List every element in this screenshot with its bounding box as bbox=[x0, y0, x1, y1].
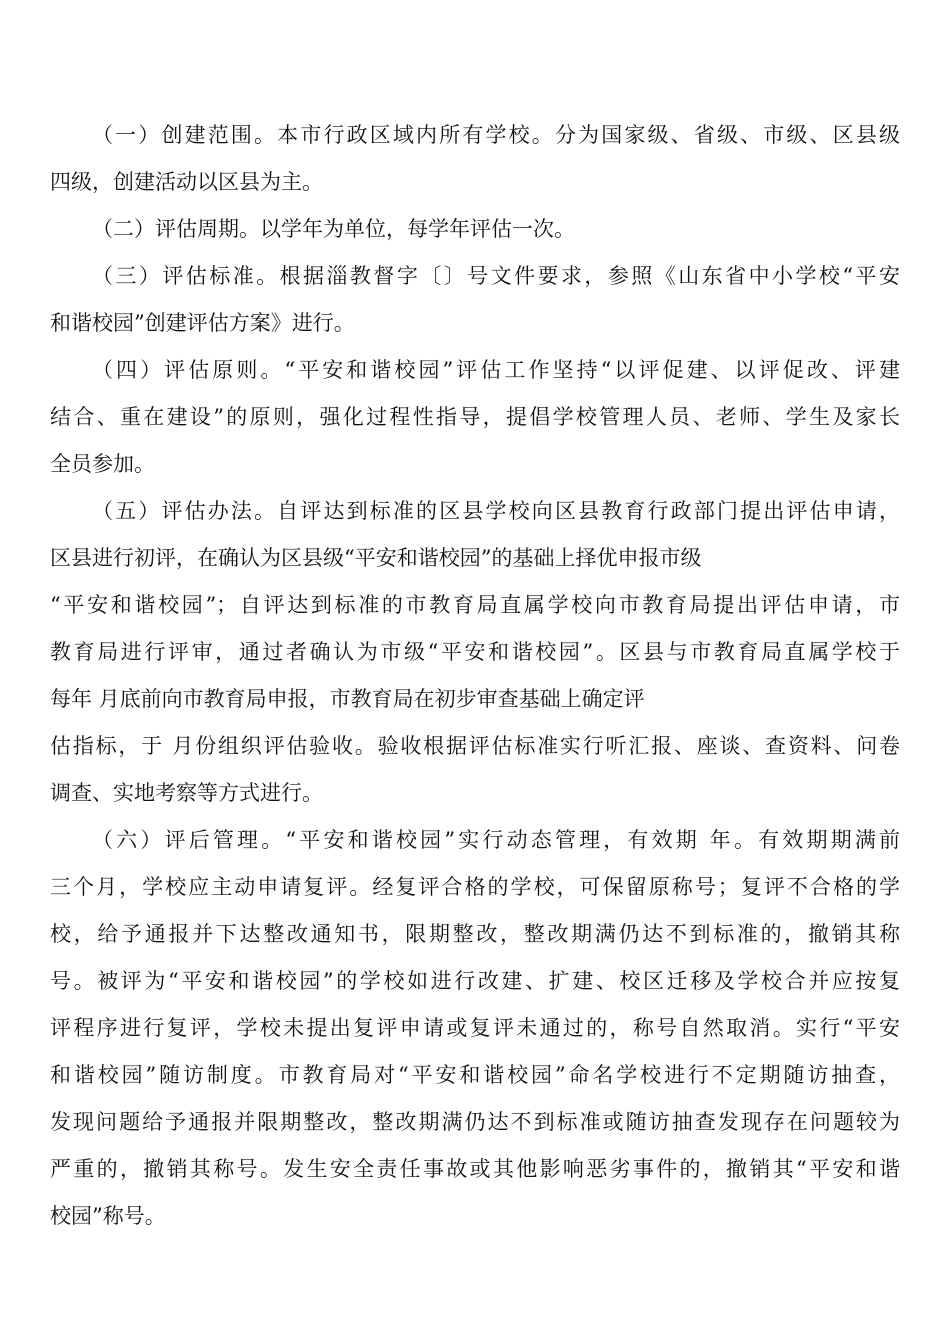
text-line: 调查、实地考察等方式进行。 bbox=[50, 781, 323, 805]
text-line: 校，给予通报并下达整改通知书，限期整改，整改期满仍达不到标准的，撤销其称 bbox=[50, 922, 900, 946]
text-line: （五）评估办法。自评达到标准的区县学校向区县教育行政部门提出评估申请， bbox=[92, 499, 900, 523]
text-line: 和谐校园”创建评估方案》进行。 bbox=[50, 311, 355, 335]
text-line: “平安和谐校园”；自评达到标准的市教育局直属学校向市教育局提出评估申请，市 bbox=[50, 593, 900, 617]
text-line: （四）评估原则。“平安和谐校园”评估工作坚持“以评促建、以评促改、评建 bbox=[92, 358, 900, 382]
text-line: 区县进行初评，在确认为区县级“平安和谐校园”的基础上择优申报市级 bbox=[50, 546, 702, 570]
text-line: 发现问题给予通报并限期整改，整改期满仍达不到标准或随访抽查发现存在问题较为 bbox=[50, 1110, 900, 1134]
text-line: （六）评后管理。“平安和谐校园”实行动态管理，有效期 年。有效期期满前 bbox=[92, 828, 900, 852]
text-line: 教育局进行评审，通过者确认为市级“平安和谐校园”。区县与市教育局直属学校于 bbox=[50, 640, 900, 664]
text-line: （一）创建范围。本市行政区域内所有学校。分为国家级、省级、市级、区县级 bbox=[92, 123, 900, 147]
text-line: 估指标，于 月份组织评估验收。验收根据评估标准实行听汇报、座谈、查资料、问卷 bbox=[50, 734, 900, 758]
text-line: 全员参加。 bbox=[50, 452, 155, 476]
text-line: （三）评估标准。根据淄教督字〔〕号文件要求，参照《山东省中小学校“平安 bbox=[92, 264, 900, 288]
text-line: （二）评估周期。以学年为单位，每学年评估一次。 bbox=[92, 217, 575, 241]
text-line: 四级，创建活动以区县为主。 bbox=[50, 170, 323, 194]
text-line: 严重的，撤销其称号。发生安全责任事故或其他影响恶劣事件的，撤销其“平安和谐 bbox=[50, 1157, 900, 1181]
text-line: 评程序进行复评，学校未提出复评申请或复评未通过的，称号自然取消。实行“平安 bbox=[50, 1016, 900, 1040]
paragraph-creation-scope bbox=[50, 112, 900, 206]
paragraph-evaluation-standard bbox=[50, 253, 900, 347]
text-line: 号。被评为“平安和谐校园”的学校如进行改建、扩建、校区迁移及学校合并应按复 bbox=[50, 969, 900, 993]
paragraph-evaluation-principle bbox=[50, 347, 900, 488]
text-line: 三个月，学校应主动申请复评。经复评合格的学校，可保留原称号；复评不合格的学 bbox=[50, 875, 900, 899]
paragraph-evaluation-cycle bbox=[50, 206, 900, 253]
document-body bbox=[50, 112, 900, 1240]
text-line: 和谐校园”随访制度。市教育局对“平安和谐校园”命名学校进行不定期随访抽查， bbox=[50, 1063, 900, 1087]
text-line: 每年 月底前向市教育局申报，市教育局在初步审查基础上确定评 bbox=[50, 687, 645, 711]
text-line: 校园”称号。 bbox=[50, 1204, 166, 1228]
paragraph-post-evaluation-management bbox=[50, 817, 900, 1240]
text-line: 结合、重在建设”的原则，强化过程性指导，提倡学校管理人员、老师、学生及家长 bbox=[50, 405, 900, 429]
paragraph-evaluation-method bbox=[50, 488, 900, 817]
